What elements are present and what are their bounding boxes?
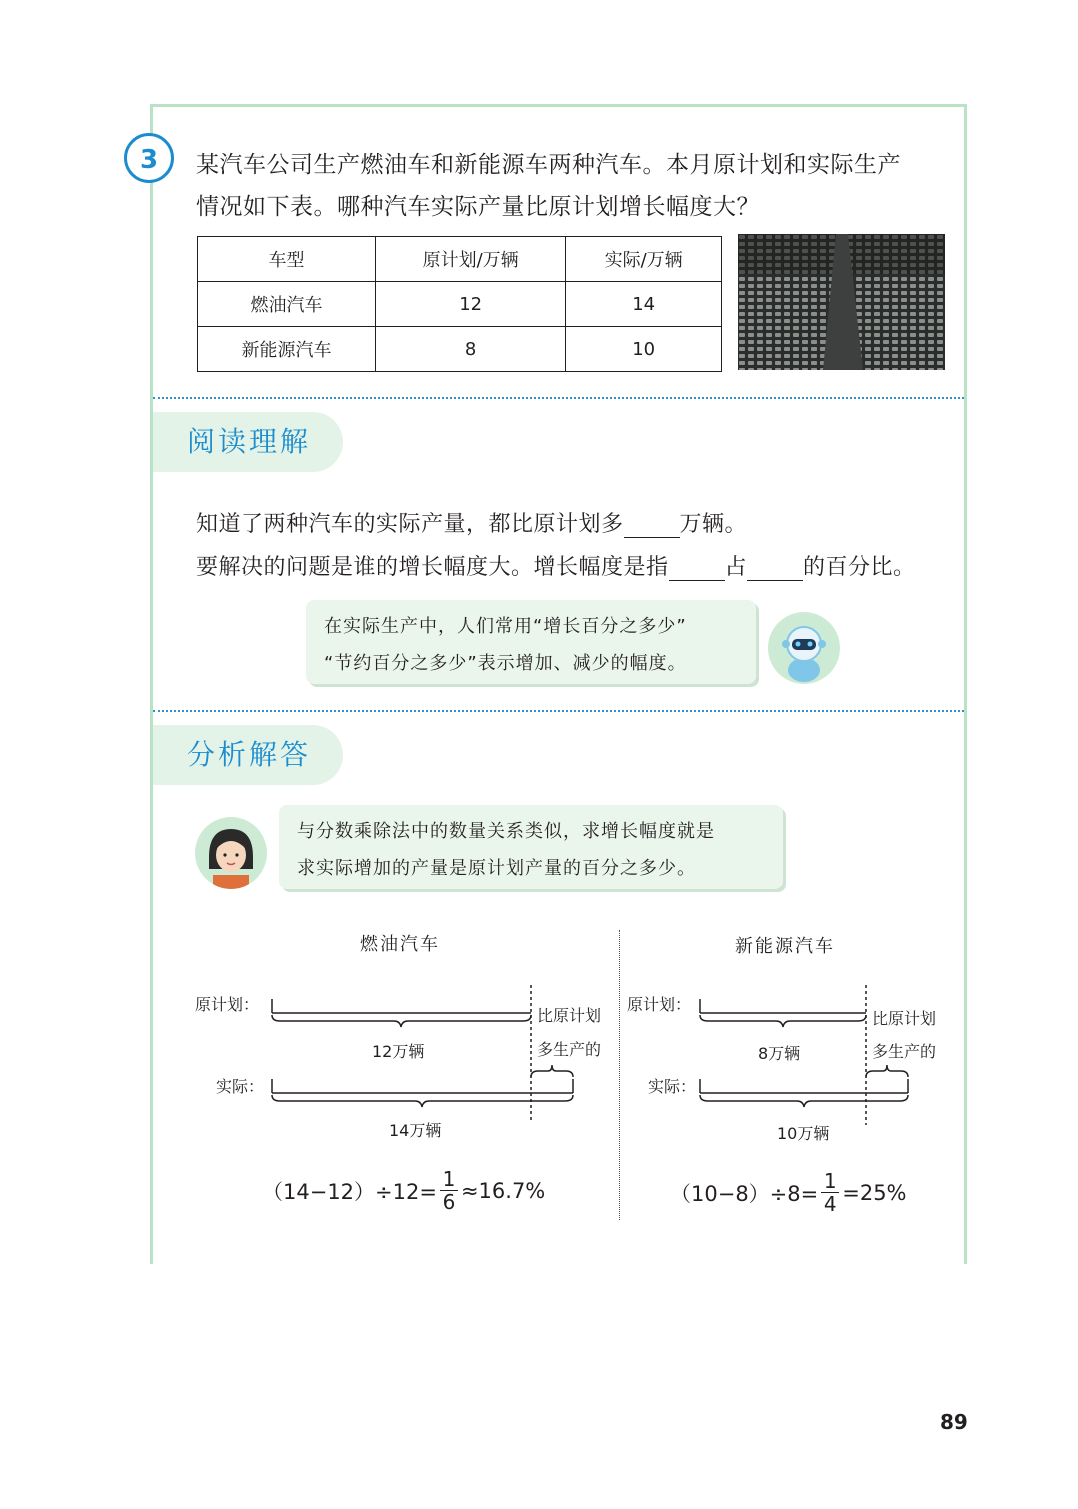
robot-avatar-icon [768,612,840,684]
problem-line-2: 情况如下表。哪种汽车实际产量比原计划增长幅度大？ [196,194,760,220]
reading-line-2-c: 的百分比。 [803,555,916,580]
fraction-numerator: 1 [823,1169,837,1193]
reading-line-1-b: 万辆。 [679,512,748,537]
car-parking-lot-photo [738,234,945,370]
fraction-numerator: 1 [442,1167,456,1191]
section-divider [153,710,964,712]
answer-blank[interactable] [624,512,680,538]
extra-brace [531,1065,573,1077]
page-number: 89 [940,1410,968,1434]
table-cell: 14 [566,282,722,327]
answer-blank[interactable] [669,555,725,581]
plan-brace [272,1015,531,1027]
formula-right: ≈16.7% [460,1178,546,1203]
table-cell: 燃油汽车 [198,282,376,327]
reading-section-title: 阅读理解 [153,412,343,472]
actual-label: 实际： [648,1077,697,1096]
diagram-divider [619,930,620,1220]
robot-speech-bubble [306,600,756,684]
table-header-cell: 车型 [198,237,376,282]
actual-label: 实际： [216,1077,265,1096]
problem-line-1: 某汽车公司生产燃油车和新能源车两种汽车。本月原计划和实际生产 [196,152,901,178]
extra-label-line-1: 比原计划 [872,1009,937,1028]
table-header-row [198,237,722,282]
reading-line-1 [196,507,747,538]
table-header-cell: 实际/万辆 [566,237,722,282]
extra-label-line-2: 多生产的 [537,1040,602,1059]
problem-text [196,144,956,228]
actual-value: 14万辆 [389,1121,442,1140]
plan-label: 原计划： [627,995,692,1014]
section-divider [153,397,964,399]
formula-left: （10−8）÷8= [670,1181,819,1206]
problem-number-badge: 3 [124,133,174,183]
actual-brace [700,1095,908,1107]
fraction-denominator: 4 [823,1192,837,1216]
reading-line-2-a: 要解决的问题是谁的增长幅度大。增长幅度是指 [196,555,669,580]
new-energy-car-diagram-title: 新能源汽车 [735,936,835,957]
table-cell: 新能源汽车 [198,327,376,372]
plan-value: 12万辆 [372,1042,425,1061]
bubble-line: 与分数乘除法中的数量关系类似，求增长幅度就是 [297,821,715,842]
fuel-car-diagram-title: 燃油汽车 [360,934,440,955]
extra-label-line-1: 比原计划 [537,1006,602,1025]
answer-blank[interactable] [747,555,803,581]
table-row [198,282,722,327]
analysis-section-title: 分析解答 [153,725,343,785]
new-energy-car-formula [670,1170,907,1215]
table-cell: 8 [376,327,566,372]
plan-brace [700,1015,866,1027]
formula-left: （14−12）÷12= [262,1179,437,1204]
fraction [440,1168,458,1213]
actual-value: 10万辆 [777,1124,830,1143]
reading-line-2-b: 占 [724,555,748,580]
table-row [198,327,722,372]
fraction [821,1170,839,1215]
extra-brace [866,1065,908,1077]
plan-value: 8万辆 [758,1044,801,1063]
fraction-denominator: 6 [442,1190,456,1214]
bubble-line: “节约百分之多少”表示增加、减少的幅度。 [324,653,687,674]
student-speech-bubble [279,805,783,889]
table-cell: 12 [376,282,566,327]
table-header-cell: 原计划/万辆 [376,237,566,282]
reading-line-2 [196,550,916,581]
reading-line-1-a: 知道了两种汽车的实际产量，都比原计划多 [196,512,624,537]
plan-label: 原计划： [195,995,260,1014]
production-table [197,236,722,372]
table-cell: 10 [566,327,722,372]
bubble-line: 在实际生产中，人们常用“增长百分之多少” [324,616,687,637]
actual-brace [272,1095,573,1107]
fuel-car-formula [262,1168,545,1213]
formula-right: =25% [842,1180,907,1205]
student-girl-avatar-icon [195,817,267,889]
bubble-line: 求实际增加的产量是原计划产量的百分之多少。 [297,858,696,879]
extra-label-line-2: 多生产的 [872,1042,937,1061]
